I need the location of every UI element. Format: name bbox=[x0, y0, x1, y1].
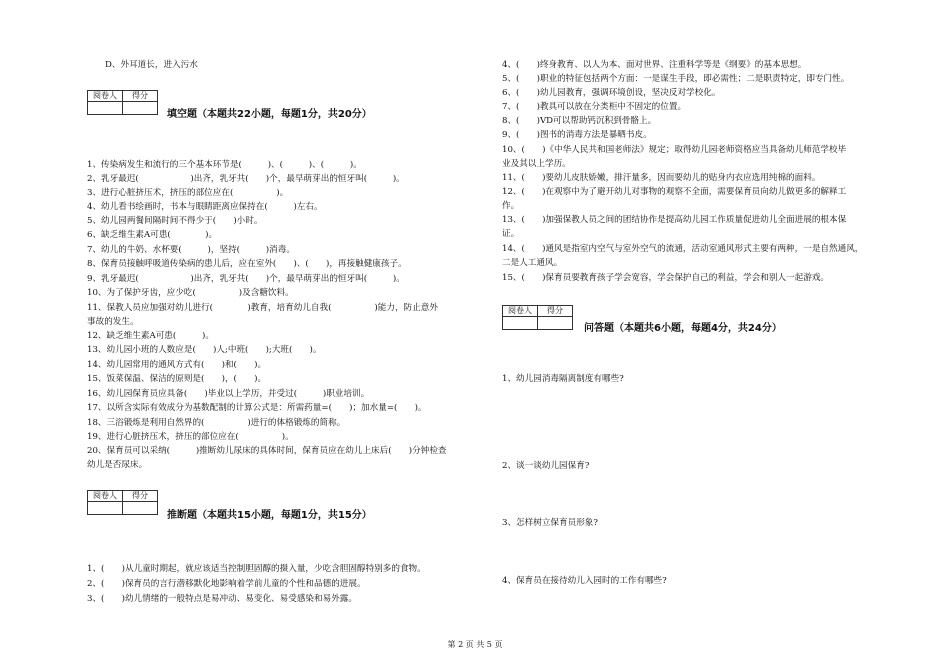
score-cell bbox=[123, 502, 158, 515]
qa-item: 2、谈一谈幼儿园保育? bbox=[502, 461, 590, 471]
fill-item: 5、幼儿园两餐间隔时间不得少于( )小时。 bbox=[87, 216, 263, 226]
judge-item: 6、( )幼儿园教育，强调环境创设，坚决反对学校化。 bbox=[502, 88, 721, 98]
score-label: 得分 bbox=[538, 306, 573, 317]
fill-item-continuation: 事故的发生。 bbox=[87, 317, 139, 327]
qa-item: 3、怎样树立保育员形象? bbox=[502, 518, 599, 528]
judge-item: 13、( )加强保教人员之间的团结协作是提高幼儿园工作质量促进幼儿全面进展的根本保 bbox=[502, 215, 847, 225]
score-box-judge bbox=[87, 490, 158, 515]
fill-item: 15、饭菜保温、保洁的原则是( )，( )。 bbox=[87, 374, 267, 384]
fill-item: 17、以所含实际有效成分为基数配制的计算公式是：所需药量=( )；加水量=( )。 bbox=[87, 403, 427, 413]
score-cell bbox=[538, 317, 573, 330]
fill-item: 6、缺乏维生素A可患( )。 bbox=[87, 230, 218, 240]
score-label: 得分 bbox=[123, 491, 158, 502]
fill-item: 18、三浴锻炼是利用自然界的( )进行的体格锻炼的简称。 bbox=[87, 418, 346, 428]
fill-item: 19、进行心脏挤压术，挤压的部位应在( )。 bbox=[87, 432, 294, 442]
judge-item-continuation: 作。 bbox=[502, 201, 520, 211]
grader-cell bbox=[88, 502, 123, 515]
fill-item: 13、幼儿园小班的人数应是( )人;中班( );大班( )。 bbox=[87, 345, 322, 355]
judge-item-continuation: 二是人工通风。 bbox=[502, 258, 563, 268]
page-footer: 第 2 页 共 5 页 bbox=[447, 640, 503, 649]
option-d-line: D、外耳道长，进入污水 bbox=[105, 60, 198, 70]
judge-item: 14、( )通风是指室内空气与室外空气的流通，活动室通风形式主要有两种，一是自然通风， bbox=[502, 244, 864, 254]
fill-item: 3、进行心脏挤压术，挤压的部位应在( )。 bbox=[87, 188, 289, 198]
judge-section-title: 推断题（本题共15小题，每题1分，共15分） bbox=[167, 510, 372, 521]
fill-item: 16、幼儿园保育员应具备( )毕业以上学历，并受过( )职业培训。 bbox=[87, 389, 370, 399]
judge-item-continuation: 业及其以上学历。 bbox=[502, 159, 571, 169]
judge-item-continuation: 证。 bbox=[502, 229, 520, 239]
judge-item: 12、( )在观察中为了避开幼儿对事物的观察不全面，需要保育员向幼儿做更多的解释工 bbox=[502, 187, 847, 197]
qa-item: 1、幼儿园消毒隔离制度有哪些? bbox=[502, 374, 624, 384]
judge-item: 2、( )保育员的言行潜移默化地影响着学前儿童的个性和品德的进展。 bbox=[87, 579, 366, 589]
fill-item: 11、保教人员应加强对幼儿进行( )教育，培育幼儿自我( )能力，防止意外 bbox=[87, 303, 438, 313]
judge-item: 15、( )保育员要教育孩子学会宽容，学会保护自己的利益，学会和别人一起游戏。 bbox=[502, 273, 830, 283]
judge-item: 9、( )图书的消毒方法是暴晒书皮。 bbox=[502, 130, 652, 140]
fill-item: 9、乳牙最迟( )出齐，乳牙共( )个，最早萌芽出的恒牙叫( )。 bbox=[87, 274, 405, 284]
fill-item: 7、幼儿的牛奶、水杯要( )，坚持( )消毒。 bbox=[87, 245, 295, 255]
judge-item: 1、( )从儿童时期起，就应该适当控制胆固醇的摄入量，少吃含胆固醇特别多的食物。 bbox=[87, 564, 426, 574]
score-box-fill bbox=[87, 90, 158, 115]
judge-item: 3、( )幼儿情绪的一般特点是易冲动、易变化、易受感染和易外露。 bbox=[87, 594, 357, 604]
fill-item: 1、传染病发生和流行的三个基本环节是( )、( )、( )。 bbox=[87, 160, 362, 170]
grader-label: 阅卷人 bbox=[88, 491, 123, 502]
fill-item: 12、缺乏维生素A可患( )。 bbox=[87, 331, 214, 341]
grader-cell bbox=[503, 317, 538, 330]
score-box-qa bbox=[502, 305, 573, 330]
fill-item: 20、保育员可以采纳( )推断幼儿尿床的具体时间，保育员应在幼儿上床后( )分钟检查 bbox=[87, 446, 447, 456]
fill-item: 10、为了保护牙齿，应少吃( )及含糖饮料。 bbox=[87, 288, 294, 298]
judge-item: 5、( )职业的特征包括两个方面：一是谋生手段，即必需性；二是职责特定，即专门性。 bbox=[502, 74, 850, 84]
judge-item: 8、( )VD可以帮助钙沉积到骨骼上。 bbox=[502, 116, 657, 126]
fill-item: 14、幼儿园常用的通风方式有( )和( )。 bbox=[87, 360, 267, 370]
fill-item: 8、保育员接触呼吸道传染病的患儿后，应在室外( )、( )，再接触健康孩子。 bbox=[87, 259, 407, 269]
judge-item: 7、( )教具可以放在分类柜中不固定的位置。 bbox=[502, 102, 687, 112]
judge-item: 10、( )《中华人民共和国老师法》规定；取得幼儿园老师资格应当具备幼儿师范学校毕 bbox=[502, 145, 847, 155]
grader-label: 阅卷人 bbox=[88, 91, 123, 102]
fill-section-title: 填空题（本题共22小题，每题1分，共20分） bbox=[167, 109, 372, 120]
judge-item: 11、( )要幼儿皮肤娇嫩，排汗量多，因而要幼儿的贴身内衣应选用纯棉的面料。 bbox=[502, 173, 821, 183]
score-cell bbox=[123, 102, 158, 115]
qa-section-title: 问答题（本题共6小题，每题4分，共24分） bbox=[584, 323, 782, 334]
grader-label: 阅卷人 bbox=[503, 306, 538, 317]
qa-item: 4、保育员在接待幼儿入园时的工作有哪些? bbox=[502, 576, 667, 586]
fill-item: 2、乳牙最迟( )出齐，乳牙共( )个，最早萌芽出的恒牙叫( )。 bbox=[87, 174, 405, 184]
fill-item: 4、幼儿看书绘画时，书本与眼睛距离应保持在( )左右。 bbox=[87, 202, 323, 212]
fill-item-continuation: 幼儿是否尿床。 bbox=[87, 460, 148, 470]
score-label: 得分 bbox=[123, 91, 158, 102]
judge-item: 4、( )终身教育、以人为本、面对世界、注重科学等是《纲要》的基本思想。 bbox=[502, 60, 807, 70]
grader-cell bbox=[88, 102, 123, 115]
